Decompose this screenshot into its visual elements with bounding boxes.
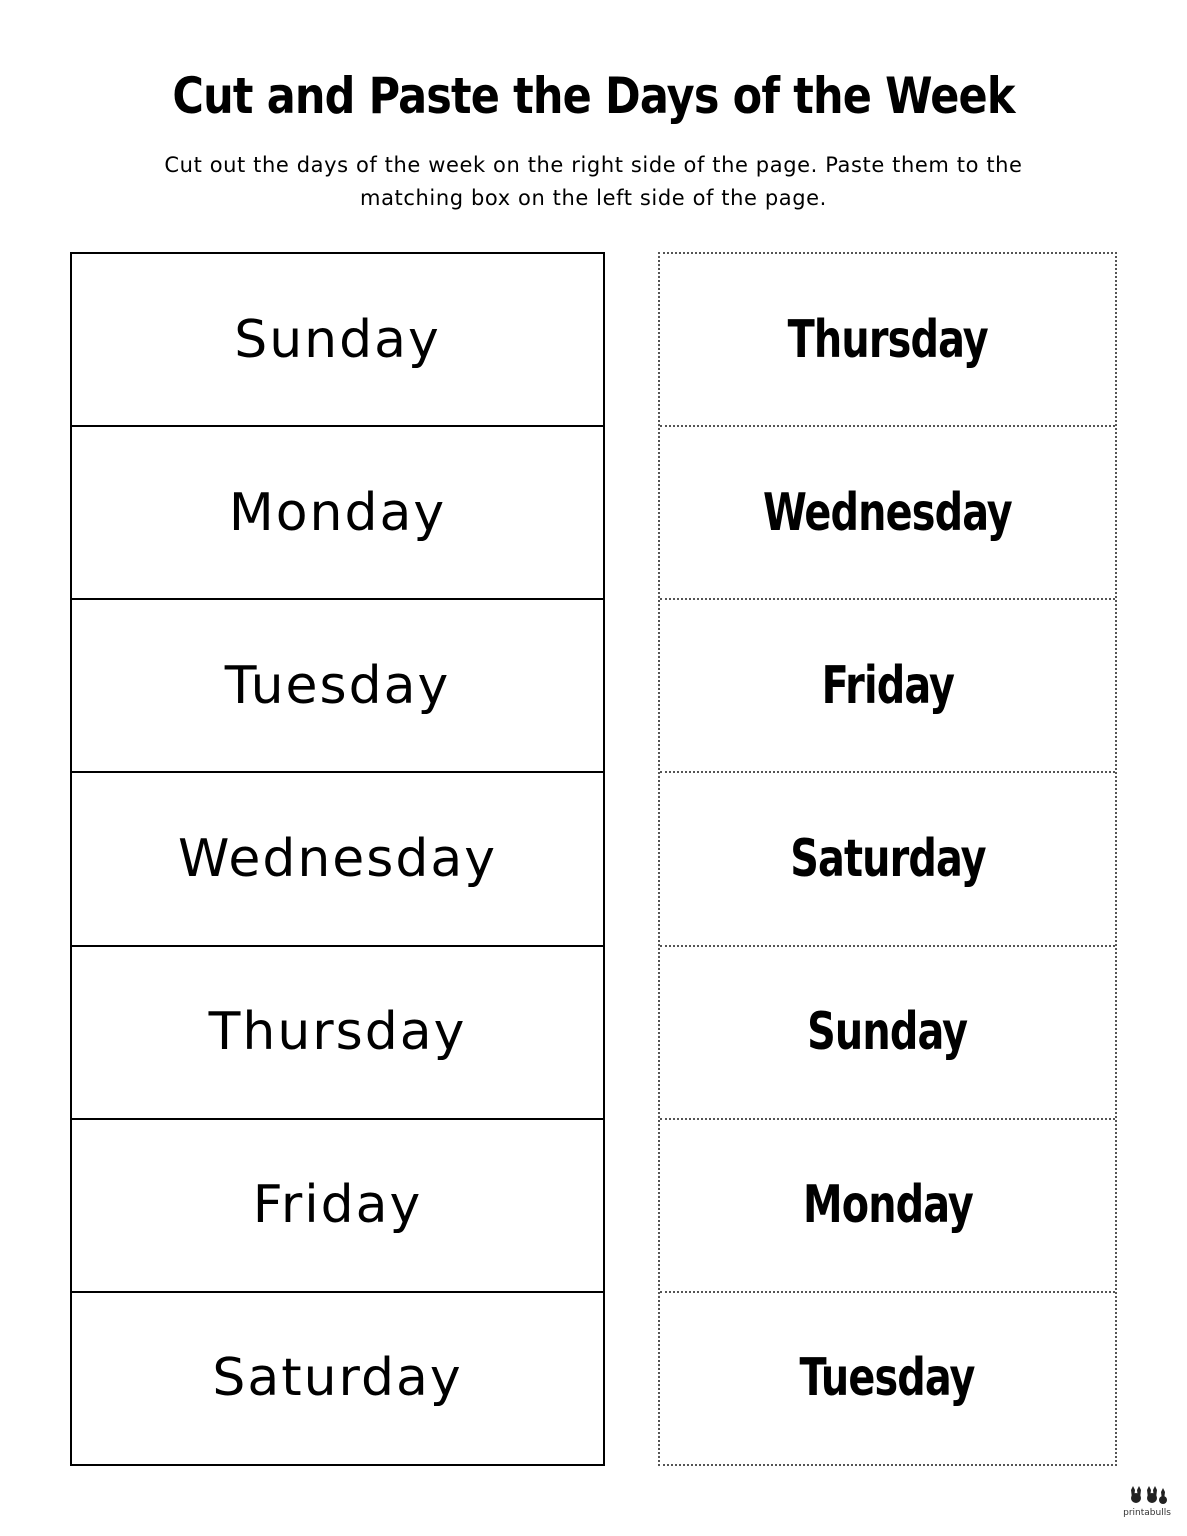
paste-box-label: Wednesday [177,828,498,889]
paste-box-2[interactable] [72,425,603,598]
paste-box-3[interactable] [72,598,603,771]
paste-box-label: Thursday [208,1002,467,1063]
cut-card-label: Monday [802,1175,973,1236]
paste-box-6[interactable] [72,1118,603,1291]
paste-box-label: Sunday [234,309,441,370]
cut-out-column [658,252,1117,1466]
cut-card-label: Sunday [807,1002,968,1063]
paste-box-label: Saturday [212,1348,463,1409]
paste-box-1[interactable] [72,254,603,425]
paste-target-column [70,252,605,1466]
cut-card-label: Thursday [787,309,988,370]
cut-card-label: Friday [821,655,954,716]
cut-card-label: Tuesday [799,1348,976,1409]
paste-box-label: Monday [228,482,447,543]
cut-card-5[interactable] [660,945,1115,1118]
paste-box-4[interactable] [72,771,603,944]
cut-card-1[interactable] [660,254,1115,425]
cut-card-label: Saturday [789,828,986,889]
worksheet-title: Cut and Paste the Days of the Week [172,67,1015,125]
paste-box-5[interactable] [72,945,603,1118]
printabulls-logo [1117,1484,1177,1528]
cut-card-3[interactable] [660,598,1115,771]
paste-box-7[interactable] [72,1291,603,1464]
brand-text: printabulls [1123,1508,1171,1518]
paste-box-label: Friday [252,1175,423,1236]
cut-card-6[interactable] [660,1118,1115,1291]
paste-box-label: Tuesday [224,655,451,716]
cut-card-4[interactable] [660,771,1115,944]
cut-card-label: Wednesday [763,482,1012,543]
cut-card-7[interactable] [660,1291,1115,1464]
bulls-icon [1117,1484,1177,1510]
instructions-text: Cut out the days of the week on the right side of the page. Paste them to the matching box on the left side of the page. [164,153,1023,210]
cut-card-2[interactable] [660,425,1115,598]
